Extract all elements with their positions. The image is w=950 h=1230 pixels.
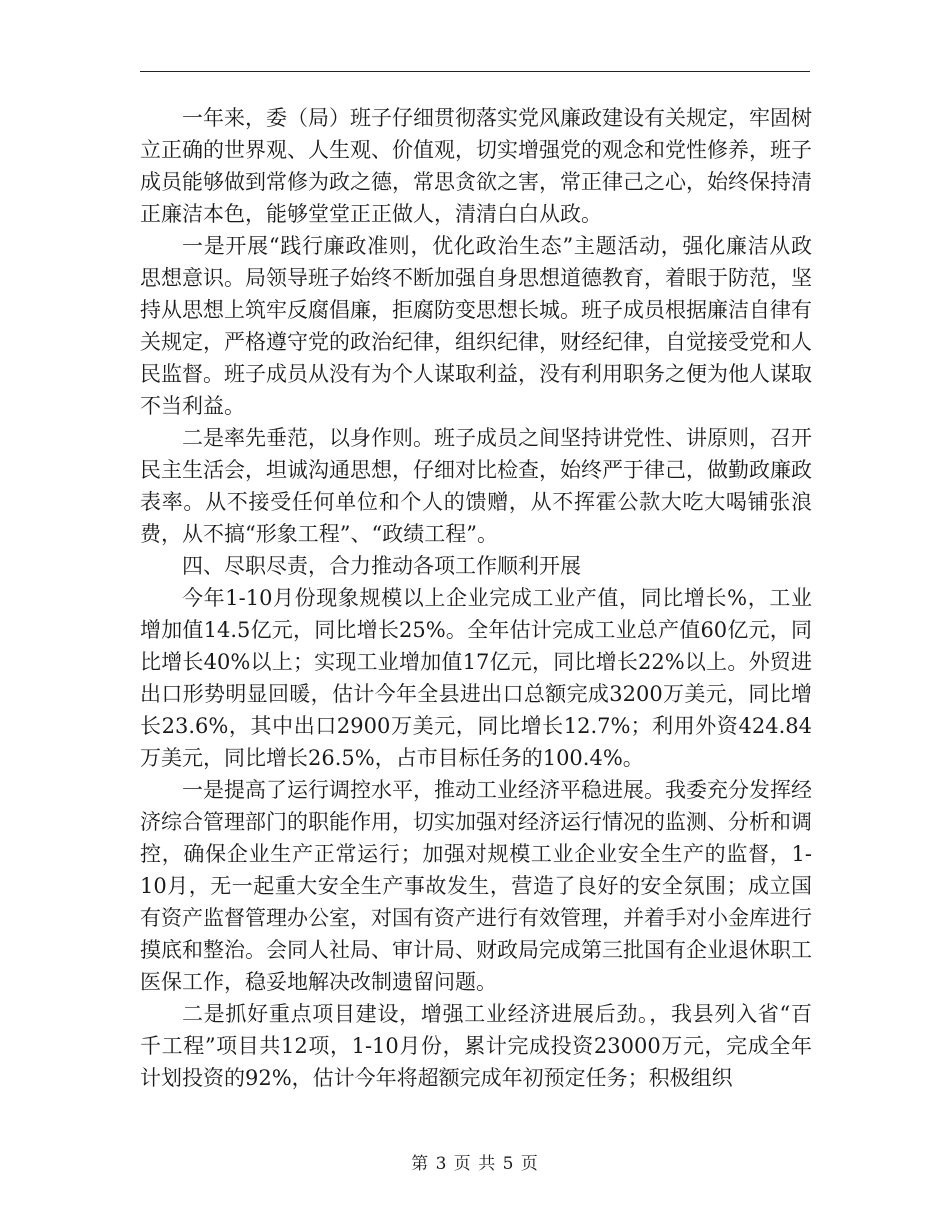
paragraph-integrity-overview: 一年来，委（局）班子仔细贯彻落实党风廉政建设有关规定，牢固树立正确的世界观、人生观、价值观，切实增强党的观念和党性修养，班子成员能够做到常修为政之德，常思贪欲之害，常正律己之心，始终保持清正廉洁本色，能够堂堂正正做人，清清白白从政。: [140, 106, 812, 226]
paragraph-lead-by-example: 二是率先垂范，以身作则。班子成员之间坚持讲党性、讲原则，召开民主生活会，坦诚沟通思想，仔细对比检查，始终严于律己，做勤政廉政表率。从不接受任何单位和个人的馈赠，从不挥霍公款大吃大喝铺张浪费，从不搞“形象工程”、“政绩工程”。: [140, 426, 812, 546]
section-heading-four: 四、尽职尽责，合力推动各项工作顺利开展: [182, 554, 581, 578]
document-body: [140, 102, 812, 1094]
paragraph-theme-activity: 一是开展“践行廉政准则，优化政治生态”主题活动，强化廉洁从政思想意识。局领导班子始终不断加强自身思想道德教育，着眼于防范，坚持从思想上筑牢反腐倡廉，拒腐防变思想长城。班子成员根据廉洁自律有关规定，严格遵守党的政治纪律，组织纪律，财经纪律，自觉接受党和人民监督。班子成员从没有为个人谋取利益，没有利用职务之便为他人谋取不当利益。: [140, 234, 812, 418]
page-number-footer: 第 3 页 共 5 页: [411, 1154, 539, 1174]
paragraph-operation-control: 一是提高了运行调控水平，推动工业经济平稳进展。我委充分发挥经济综合管理部门的职能作用，切实加强对经济运行情况的监测、分析和调控，确保企业生产正常运行；加强对规模工业企业安全生产的监督，1-10月，无一起重大安全生产事故发生，营造了良好的安全氛围；成立国有资产监督管理办公室，对国有资产进行有效管理，并着手对小金库进行摸底和整治。会同人社局、审计局、财政局完成第三批国有企业退休职工医保工作，稳妥地解决改制遗留问题。: [140, 778, 812, 994]
header-rule: [140, 71, 810, 72]
paragraph-industrial-statistics: 今年1-10月份现象规模以上企业完成工业产值，同比增长%，工业增加值14.5亿元，同比增长25%。全年估计完成工业总产值60亿元，同比增长40%以上；实现工业增加值17亿元，同比增长22%以上。外贸进出口形势明显回暖，估计今年全县进出口总额完成3200万美元，同比增长23.6%，其中出口2900万美元，同比增长12.7%；利用外资424.84万美元，同比增长26.5%，占市目标任务的100.4%。: [140, 586, 812, 770]
paragraph-key-projects: 二是抓好重点项目建设，增强工业经济进展后劲。，我县列入省“百千工程”项目共12项，1-10月份，累计完成投资23000万元，完成全年计划投资的92%，估计今年将超额完成年初预定任务；积极组织: [140, 1002, 812, 1090]
